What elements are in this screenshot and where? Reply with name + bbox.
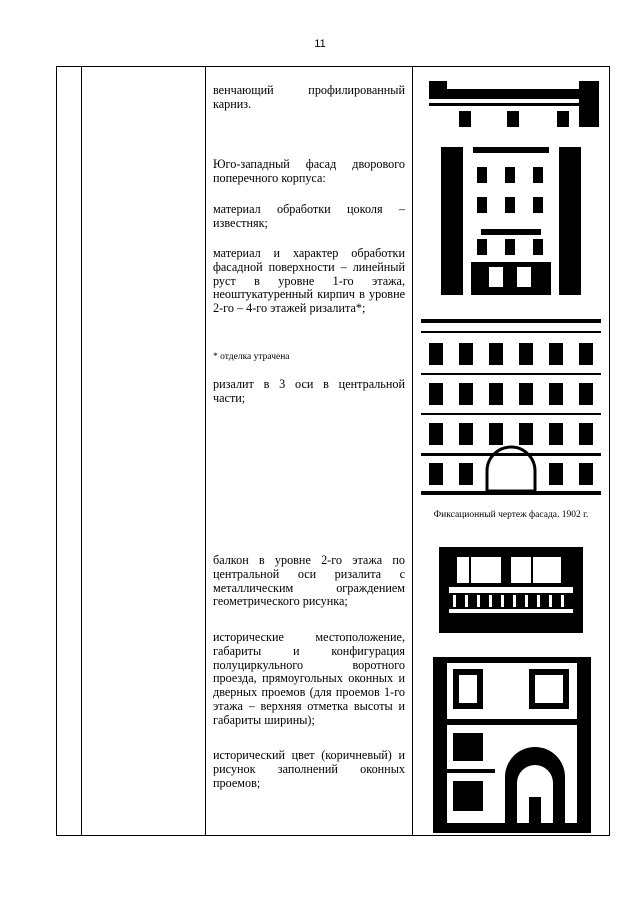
photo-caption: Фиксационный чертеж фасада. 1902 г. [433,510,589,520]
text-openings: исторические местоположение, габариты и конфигурация полуциркульного воротного проезда, прямоугольных оконных и дверных проемов (для проемов 1-го этажа – верхняя отметка высоты и габариты ширины); [213,630,405,727]
text-cornice: венчающий профилированный карниз. [213,83,405,111]
text-facade-heading: Юго-западный фасад дворового поперечного корпуса: [213,157,405,185]
text-surface-treatment: материал и характер обработки фасадной поверхности – линейный руст в уровне 1-го этажа, неоштукатуренный кирпич в уровне 2-го – 4-го этажей ризалита*; [213,246,405,316]
text-risalit: ризалит в 3 оси в центральной части; [213,377,405,405]
photo-archway [433,657,591,833]
photo-cornice [429,81,599,127]
column-divider-2 [205,67,206,835]
text-window-color: исторический цвет (коричневый) и рисунок заполнений оконных проемов; [213,748,405,790]
page-number: 11 [314,38,326,50]
text-plinth-material: материал обработки цоколя – известняк; [213,202,405,230]
column-divider-1 [81,67,82,835]
photo-historical-drawing [421,319,601,495]
content-table [56,66,610,836]
text-balcony: балкон в уровне 2-го этажа по центральной оси ризалита с металлическим ограждением геометрического рисунка; [213,553,405,609]
photo-balcony [439,547,583,633]
photo-courtyard-facade [441,147,581,295]
text-footnote: * отделка утрачена [213,352,290,362]
column-divider-3 [412,67,413,835]
